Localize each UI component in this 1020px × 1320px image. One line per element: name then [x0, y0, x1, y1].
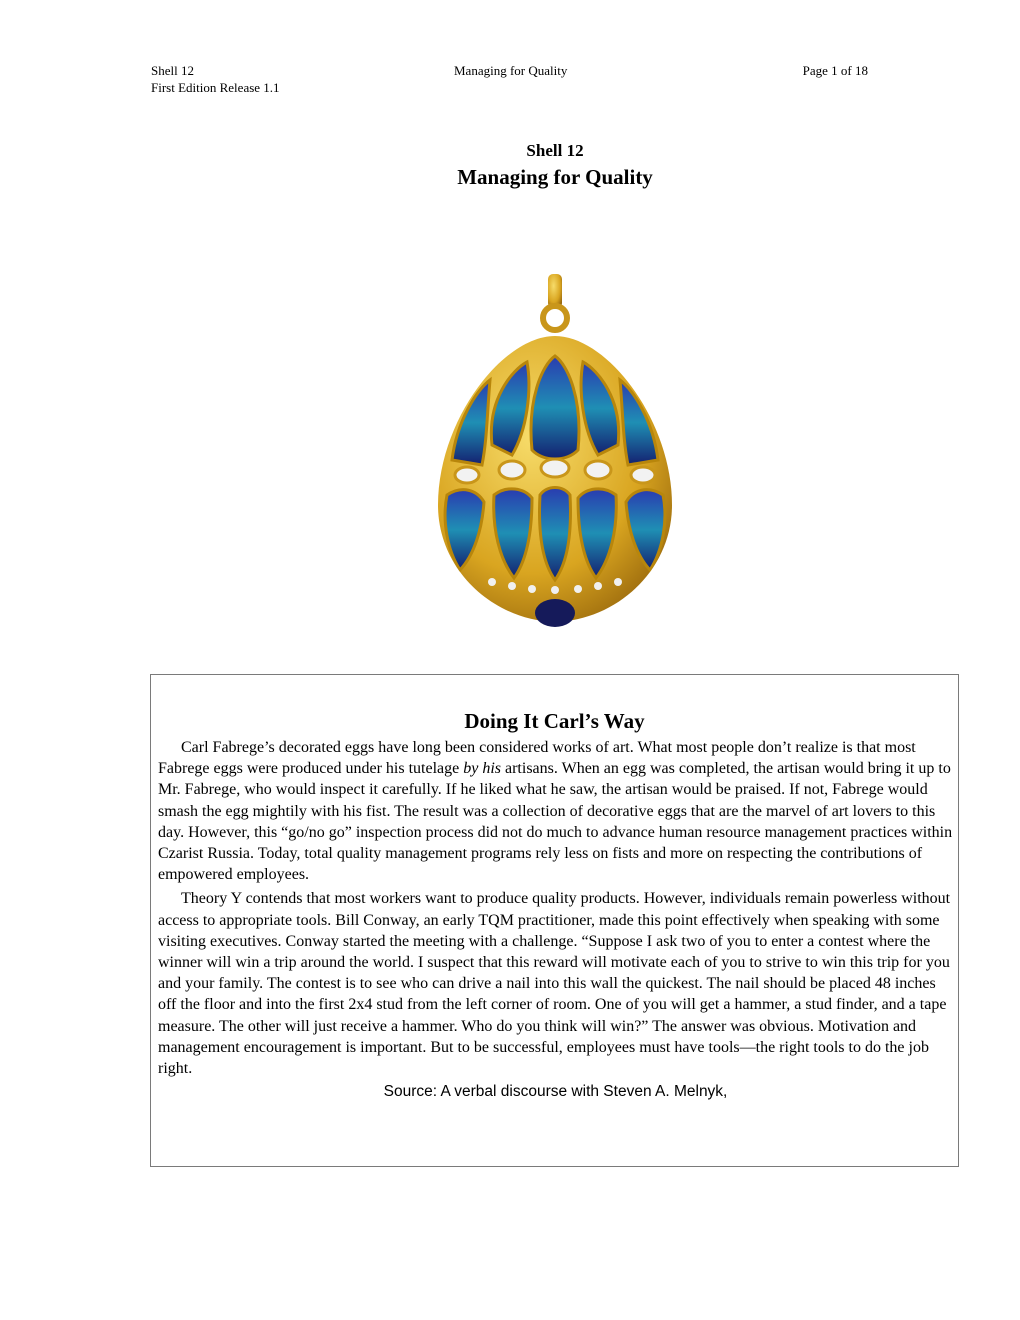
para1-part-b: artisans. When an egg was completed, the artisan would bring it up to Mr. Fabrege, who would inspect it carefully. If he liked what he saw, the artisan would be praised. If not, Fabrege would smash the egg mightily with his fist. The result was a collection of decorative eggs that are the marvel of art lovers to this day. However, this “go/no go” inspection process did not do much to advance human resource management practices within Czarist Russia. Today, total quality management programs rely less on fists and more on respecting the contributions of empowered employees. [158, 760, 953, 884]
story-body [158, 737, 953, 1102]
title-block [0, 140, 1020, 191]
pendant-bail [548, 274, 562, 308]
para1-part-a: Carl Fabrege’s decorated eggs have long been considered works of art. What most people don’t realize is that most Fabrege eggs were produced under his tutelage [158, 739, 916, 778]
story-source: Source: A verbal discourse with Steven A. Melnyk, [383, 1083, 728, 1101]
page-header [151, 62, 871, 96]
header-row [151, 62, 871, 79]
story-box [150, 674, 959, 1167]
pendant-ring [543, 306, 567, 330]
header-page-number: Page 1 of 18 [802, 63, 868, 78]
story-title: Doing It Carl’s Way [464, 709, 645, 733]
story-paragraph-2: Theory Y contends that most workers want to produce quality products. However, individuals remain powerless without access to appropriate tools. Bill Conway, an early TQM practitioner, made this point effectively when speaking with some visiting executives. Conway started the meeting with a challenge. “Suppose I ask two of you to enter a contest where the winner will win a trip around the world. I suspect that this reward will motivate each of you to strive to win this trip for you and your family. The contest is to see who can drive a nail into this wall the quickest. The nail should be placed 48 inches off the floor and into the first 2x4 stud from the left corner of room. One of you will get a hammer, a stud finder, and a tape measure. The other will just receive a hammer. Who do you think will win?” The answer was obvious. Motivation and management encouragement is important. But to be successful, employees must have tools—the right tools to do the job right. [158, 890, 951, 1078]
header-title: Managing for Quality [454, 63, 568, 78]
header-shell-label: Shell 12 [151, 63, 194, 78]
page-title: Managing for Quality [457, 165, 653, 189]
header-edition: First Edition Release 1.1 [151, 80, 280, 95]
para1-emphasis: by his [463, 760, 501, 778]
fabrege-egg-image [432, 270, 678, 636]
egg-tip [535, 599, 575, 627]
shell-number: Shell 12 [526, 141, 584, 160]
story-paragraph-1 [158, 737, 953, 885]
